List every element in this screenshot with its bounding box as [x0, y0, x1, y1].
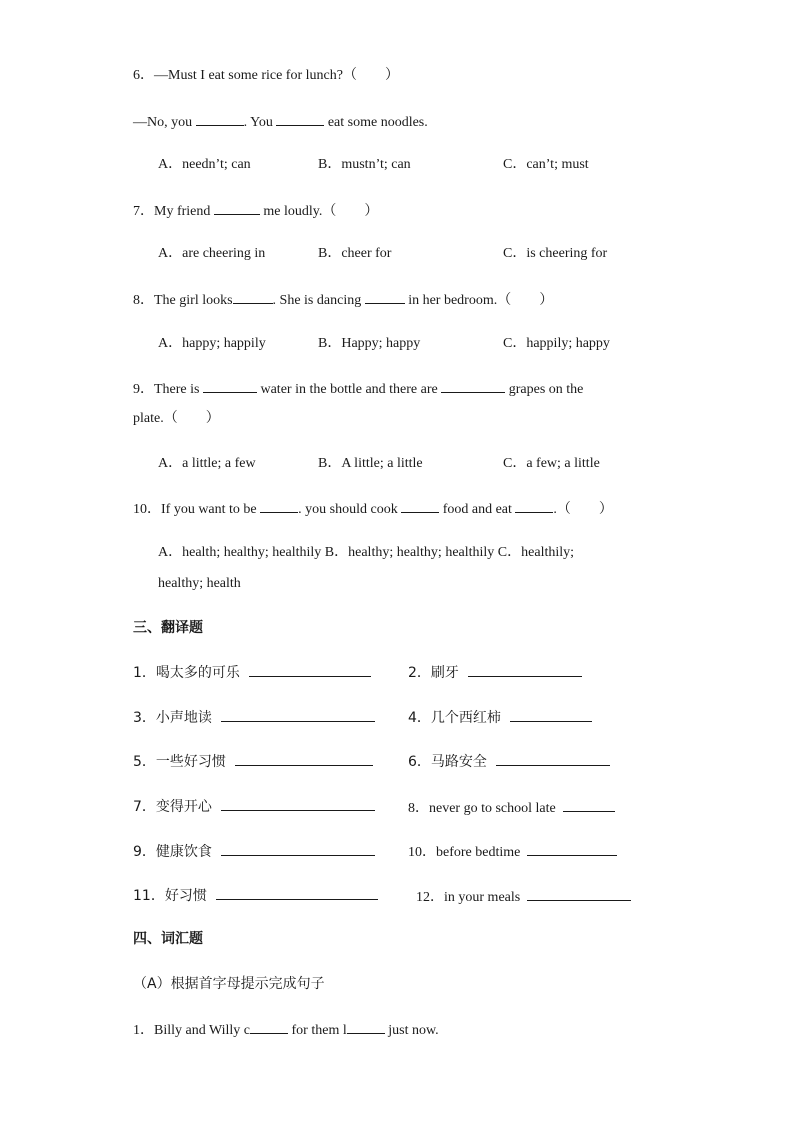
question-10-options-cont[interactable]: healthy; health	[158, 576, 241, 591]
vocab-question-1: 1．Billy and Willy c for them l just now.	[133, 1019, 439, 1041]
question-7-option-b[interactable]: B．cheer for	[318, 246, 392, 261]
question-8-option-b[interactable]: B．Happy; happy	[318, 336, 421, 351]
translation-item-2: 2．刷牙	[408, 662, 582, 683]
translation-item-7: 7．变得开心	[133, 796, 375, 817]
translation-item-9: 9．健康饮食	[133, 841, 375, 862]
answer-blank[interactable]	[515, 498, 553, 513]
answer-blank[interactable]	[260, 498, 298, 513]
answer-blank[interactable]	[216, 885, 378, 900]
question-6-option-b[interactable]: B．mustn’t; can	[318, 157, 411, 172]
answer-blank[interactable]	[235, 751, 373, 766]
translation-item-4: 4．几个西红柿	[408, 707, 592, 728]
answer-blank[interactable]	[563, 797, 615, 812]
answer-blank[interactable]	[527, 886, 631, 901]
translation-item-11: 11．好习惯	[133, 885, 378, 906]
section-3-heading: 三、翻译题	[133, 620, 203, 636]
answer-blank[interactable]	[365, 289, 405, 304]
answer-blank[interactable]	[276, 111, 324, 126]
answer-blank[interactable]	[221, 796, 375, 811]
question-9-option-b[interactable]: B．A little; a little	[318, 456, 423, 471]
question-9-option-c[interactable]: C．a few; a little	[503, 456, 600, 471]
answer-blank[interactable]	[347, 1019, 385, 1034]
translation-item-6: 6．马路安全	[408, 751, 610, 772]
answer-blank[interactable]	[249, 662, 371, 677]
question-8-option-a[interactable]: A．happy; happily	[158, 336, 266, 351]
question-6-option-a[interactable]: A．needn’t; can	[158, 157, 251, 172]
question-6-option-c[interactable]: C．can’t; must	[503, 157, 589, 172]
question-7-option-a[interactable]: A．are cheering in	[158, 246, 266, 261]
question-9-stem-cont: plate.（ ）	[133, 411, 220, 426]
translation-item-8: 8．never go to school late	[408, 797, 615, 819]
translation-item-5: 5．一些好习惯	[133, 751, 373, 772]
translation-item-1: 1．喝太多的可乐	[133, 662, 371, 683]
answer-blank[interactable]	[221, 841, 375, 856]
question-8-option-c[interactable]: C．happily; happy	[503, 336, 610, 351]
question-6-response: —No, you . You eat some noodles.	[133, 111, 428, 133]
question-10-options[interactable]: A．health; healthy; healthily B．healthy; healthy; healthily C．healthily;	[158, 545, 575, 560]
question-6-stem: 6．—Must I eat some rice for lunch?（ ）	[133, 68, 399, 83]
question-8-stem: 8．The girl looks . She is dancing in her bedroom.（ ）	[133, 289, 553, 311]
section-4-heading: 四、词汇题	[133, 931, 203, 947]
question-10-stem: 10．If you want to be . you should cook food and eat .（ ）	[133, 498, 613, 520]
answer-blank[interactable]	[510, 707, 592, 722]
answer-blank[interactable]	[214, 200, 260, 215]
answer-blank[interactable]	[233, 289, 273, 304]
answer-blank[interactable]	[527, 841, 617, 856]
question-7-option-c[interactable]: C．is cheering for	[503, 246, 608, 261]
question-7-stem: 7．My friend me loudly.（ ）	[133, 200, 378, 222]
answer-blank[interactable]	[496, 751, 610, 766]
answer-blank[interactable]	[468, 662, 582, 677]
answer-blank[interactable]	[441, 378, 505, 393]
question-9-stem: 9．There is water in the bottle and there are grapes on the	[133, 378, 583, 400]
answer-blank[interactable]	[401, 498, 439, 513]
translation-item-3: 3．小声地读	[133, 707, 375, 728]
section-4a-instruction: （A）根据首字母提示完成句子	[133, 976, 325, 992]
answer-blank[interactable]	[250, 1019, 288, 1034]
answer-blank[interactable]	[203, 378, 257, 393]
question-9-option-a[interactable]: A．a little; a few	[158, 456, 256, 471]
translation-item-10: 10．before bedtime	[408, 841, 617, 863]
answer-blank[interactable]	[221, 707, 375, 722]
answer-blank[interactable]	[196, 111, 244, 126]
translation-item-12: 12．in your meals	[416, 886, 631, 908]
